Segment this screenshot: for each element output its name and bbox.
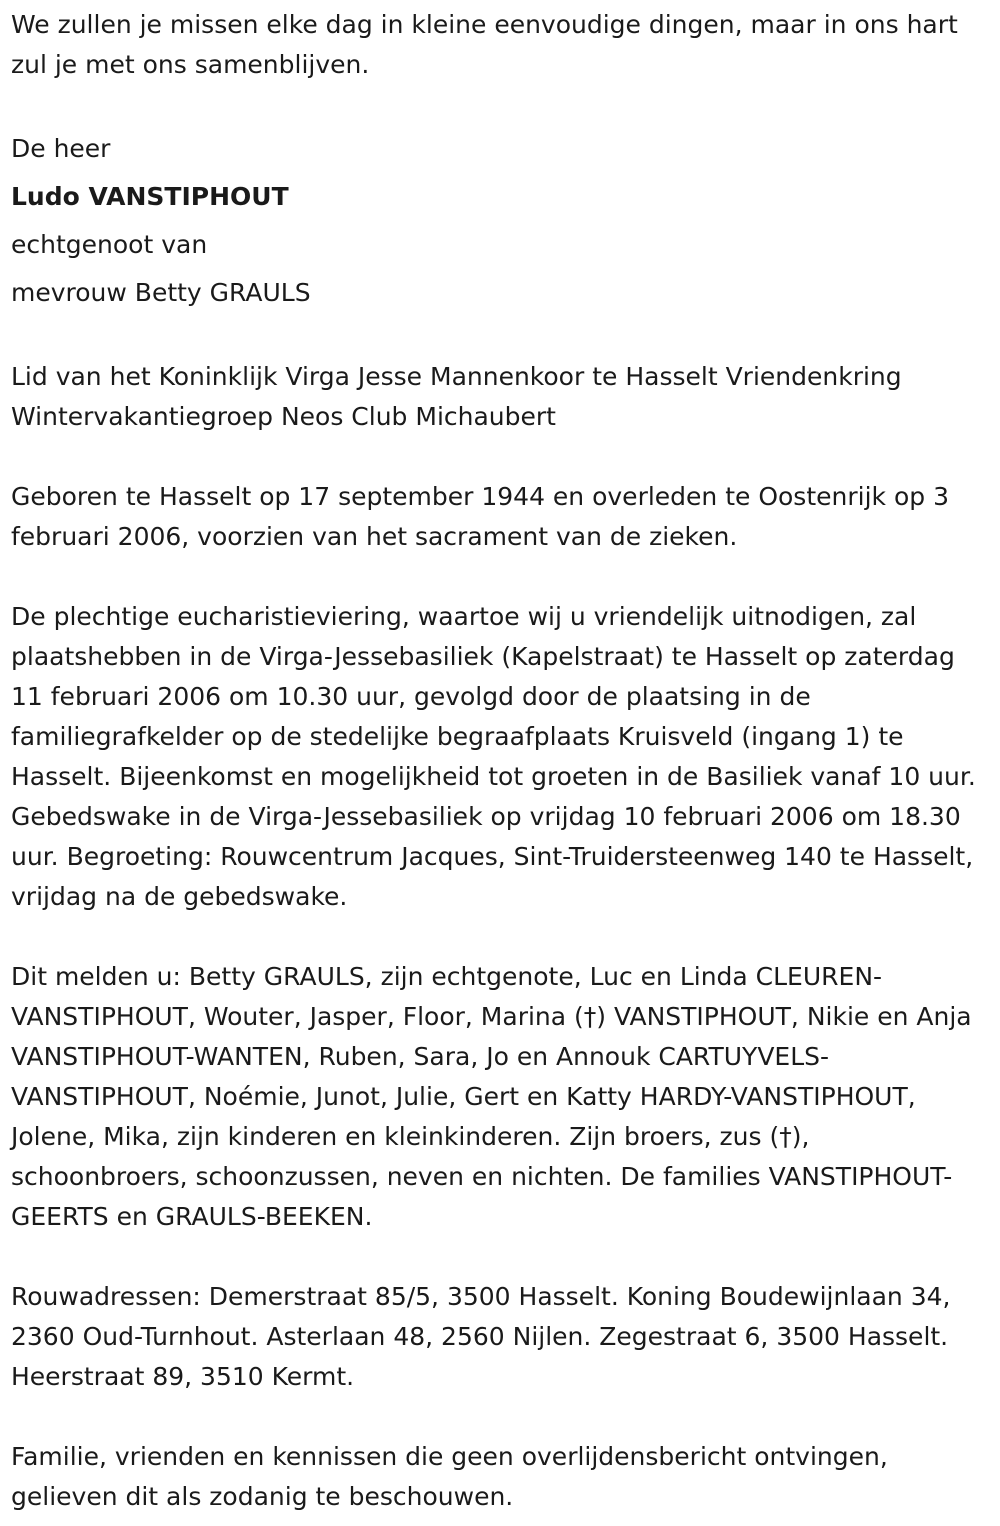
deceased-name: Ludo VANSTIPHOUT xyxy=(11,182,289,211)
spacer xyxy=(11,85,989,125)
relation-text: echtgenoot van xyxy=(11,230,208,259)
spacer xyxy=(11,437,989,477)
ceremony-text: De plechtige eucharistieviering, waartoe wij u vriendelijk uitnodigen, zal plaatshebben in de Virga-Jessebasiliek (Kapelstraat) te Hasselt op zaterdag 11 februari 2006 om 10.30 uur, gevolgd door de plaatsing in de familiegrafkelder op de stedelijke begraafplaats Kruisveld (ingang 1) te Hasselt. Bijeenkomst en mogelijkheid tot groeten in de Basiliek vanaf 10 uur. Gebedswake in de Virga-Jessebasiliek op vrijdag 10 februari 2006 om 18.30 uur. Begroeting: Rouwcentrum Jacques, Sint-Truidersteenweg 140 te Hasselt, vrijdag na de gebedswake. xyxy=(11,602,976,911)
family-text: Dit melden u: Betty GRAULS, zijn echtgenote, Luc en Linda CLEUREN-VANSTIPHOUT, Wouter, Jasper, Floor, Marina (†) VANSTIPHOUT, Nikie en Anja VANSTIPHOUT-WANTEN, Ruben, Sara, Jo en Annouk CARTUYVELS-VANSTIPHOUT, Noémie, Junot, Julie, Gert en Katty HARDY-VANSTIPHOUT, Jolene, Mika, zijn kinderen en kleinkinderen. Zijn broers, zus (†), schoonbroers, schoonzussen, neven en nichten. De families VANSTIPHOUT-GEERTS en GRAULS-BEEKEN. xyxy=(11,962,972,1231)
spacer xyxy=(11,557,989,597)
spacer xyxy=(11,1397,989,1437)
closing-text: Familie, vrienden en kennissen die geen overlijdensbericht ontvingen, gelieven dit als zodanig te beschouwen. xyxy=(11,1442,888,1511)
spouse-name: mevrouw Betty GRAULS xyxy=(11,278,311,307)
birth-death-text: Geboren te Hasselt op 17 september 1944 en overleden te Oostenrijk op 3 februari 2006, voorzien van het sacrament van de zieken. xyxy=(11,482,949,551)
addresses-text: Rouwadressen: Demerstraat 85/5, 3500 Hasselt. Koning Boudewijnlaan 34, 2360 Oud-Turnhout. Asterlaan 48, 2560 Nijlen. Zegestraat 6, 3500 Hasselt. Heerstraat 89, 3510 Kermt. xyxy=(11,1282,951,1391)
spacer xyxy=(11,317,989,357)
spacer xyxy=(11,1237,989,1277)
intro-text: We zullen je missen elke dag in kleine eenvoudige dingen, maar in ons hart zul je met ons samenblijven. xyxy=(11,10,958,79)
spacer xyxy=(11,917,989,957)
membership-text: Lid van het Koninklijk Virga Jesse Mannenkoor te Hasselt Vriendenkring Wintervakantiegroep Neos Club Michaubert xyxy=(11,362,902,431)
salutation: De heer xyxy=(11,134,111,163)
